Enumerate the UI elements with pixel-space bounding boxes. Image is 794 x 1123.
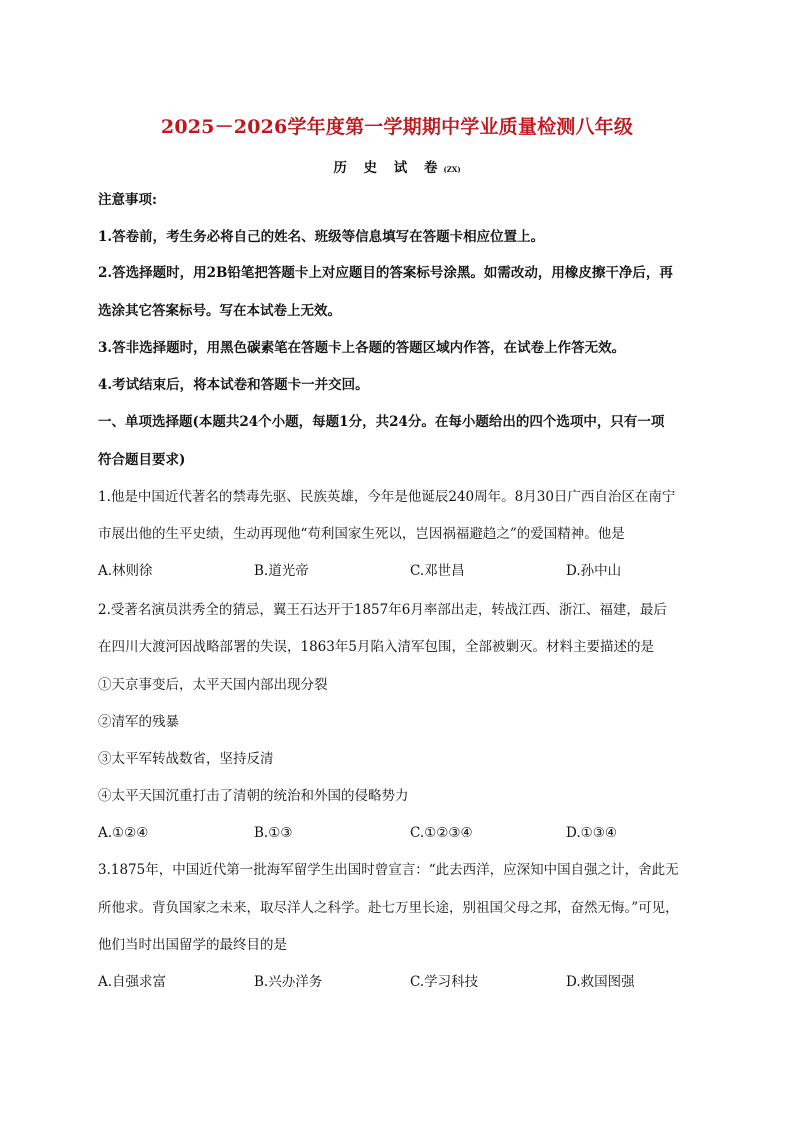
notice-heading: 注意事项: <box>98 192 157 208</box>
q2-stem-line-2: 在四川大渡河因战略部署的失误，1863年5月陷入清军包围，全部被剿灭。材料主要描述的是 <box>98 639 654 655</box>
notice-item-3: 3.答非选择题时，用黑色碳素笔在答题卡上各题的答题区域内作答，在试卷上作答无效。 <box>98 340 626 356</box>
q3-option-c: C.学习科技 <box>410 974 479 990</box>
q2-item-4: ④太平天国沉重打击了清朝的统治和外国的侵略势力 <box>98 788 409 804</box>
section-heading-line-1: 一、单项选择题(本题共24个小题，每题1分，共24分。在每小题给出的四个选项中，只有一项 <box>98 414 665 430</box>
q3-option-b: B.兴办洋务 <box>254 974 323 990</box>
notice-item-2-line-2: 选涂其它答案标号。写在本试卷上无效。 <box>98 303 341 319</box>
subject-tag: (ZX) <box>443 165 461 174</box>
q1-option-c: C.邓世昌 <box>410 563 465 579</box>
notice-item-1: 1.答卷前，考生务必将自己的姓名、班级等信息填写在答题卡相应位置上。 <box>98 229 545 245</box>
q3-option-a: A.自强求富 <box>98 974 167 990</box>
q3-options <box>98 972 698 992</box>
notice-item-4: 4.考试结束后，将本试卷和答题卡一并交回。 <box>98 377 369 393</box>
q2-option-d: D.①③④ <box>566 825 617 841</box>
q2-options <box>98 823 698 843</box>
q1-option-a: A.林则徐 <box>98 563 153 579</box>
q3-stem-line-2: 所他求。背负国家之未来，取尽洋人之科学。赴七万里长途，别祖国父母之邦，奋然无悔。”可见， <box>98 900 679 916</box>
q3-option-d: D.救国图强 <box>566 974 635 990</box>
q1-stem-line-2: 市展出他的生平史绩，生动再现他“苟利国家生死以，岂因祸福避趋之”的爱国精神。他是 <box>98 526 625 542</box>
q1-options <box>98 561 698 581</box>
q3-stem-line-1: 3.1875年，中国近代第一批海军留学生出国时曾宣言：“此去西洋，应深知中国自强之计，舍此无 <box>98 862 679 878</box>
q1-stem-line-1: 1.他是中国近代著名的禁毒先驱、民族英雄，今年是他诞辰240周年。8月30日广西自治区在南宁 <box>98 489 676 505</box>
q1-option-b: B.道光帝 <box>254 563 309 579</box>
notice-item-2-line-1: 2.答选择题时，用2B铅笔把答题卡上对应题目的答案标号涂黑。如需改动，用橡皮擦干净后，再 <box>98 265 673 281</box>
q2-item-1: ①天京事变后，太平天国内部出现分裂 <box>98 677 328 693</box>
section-heading-line-2: 符合题目要求) <box>98 452 186 468</box>
q2-option-b: B.①③ <box>254 825 293 841</box>
q2-stem-line-1: 2.受著名演员洪秀全的猜忌，翼王石达开于1857年6月率部出走，转战江西、浙江、福建，最后 <box>98 602 667 618</box>
q3-stem-line-3: 他们当时出国留学的最终目的是 <box>98 937 287 953</box>
subject-label: 历 史 试 卷 <box>333 160 444 176</box>
exam-subtitle <box>0 156 794 176</box>
q1-option-d: D.孙中山 <box>566 563 622 579</box>
q2-item-3: ③太平军转战数省，坚持反清 <box>98 751 274 767</box>
q2-option-c: C.①②③④ <box>410 825 473 841</box>
exam-title: 2025－2026学年度第一学期期中学业质量检测八年级 <box>160 116 634 138</box>
q2-item-2: ②清军的残暴 <box>98 714 179 730</box>
q2-option-a: A.①②④ <box>98 825 149 841</box>
